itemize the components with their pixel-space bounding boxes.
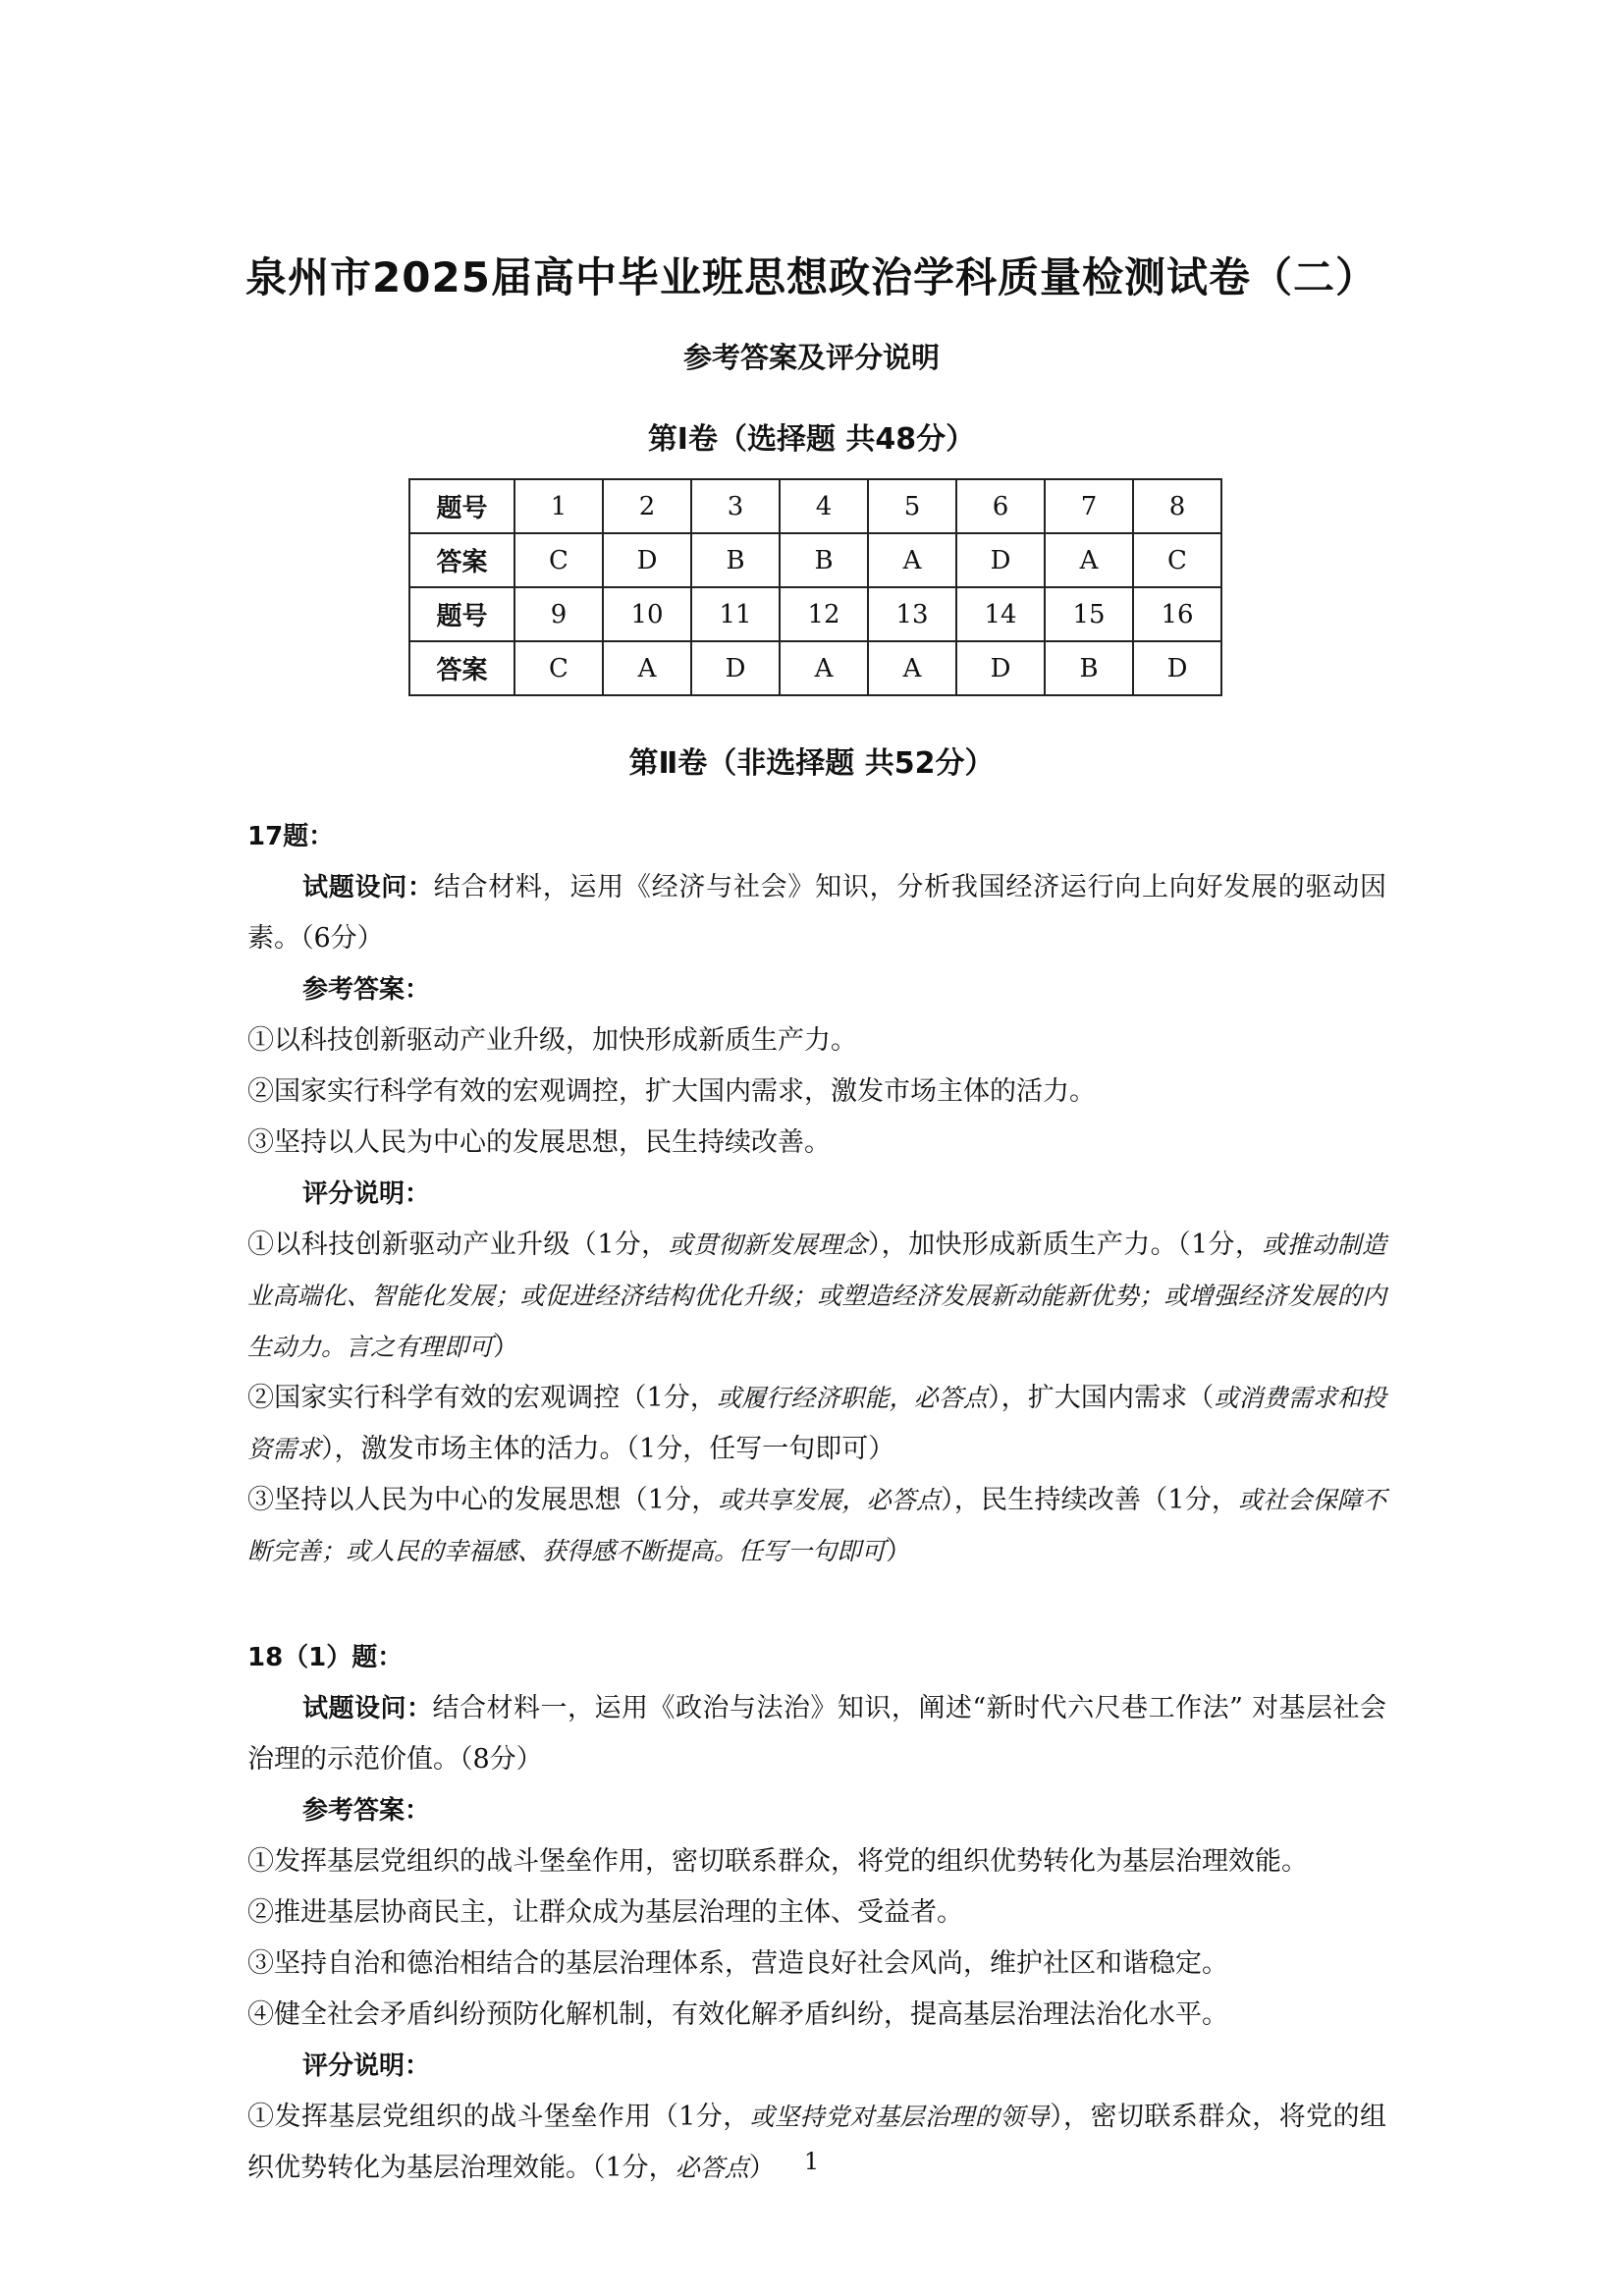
answer-table-cell: C (514, 641, 603, 695)
answer-table-body (409, 479, 1221, 695)
answer-table-cell: 13 (868, 587, 956, 641)
scoring-text: ①发挥基层党组织的战斗堡垒作用（1分， (247, 2102, 750, 2132)
answer-table-row (409, 533, 1221, 587)
answer-table-cell: B (780, 533, 868, 587)
scoring-text: ②国家实行科学有效的宏观调控（1分， (247, 1383, 717, 1413)
scoring-item (247, 1373, 1386, 1475)
answer-table-cell: C (514, 533, 603, 587)
scoring-note: 或消费需求和投资需求 (247, 1384, 1386, 1463)
question-label: 17题： (247, 822, 335, 851)
answer-label: 参考答案： (302, 1796, 431, 1826)
scoring-text: ①以科技创新驱动产业升级（1分， (247, 1230, 669, 1260)
question-label: 18（1）题： (247, 1643, 404, 1672)
answer-table-cell: D (603, 533, 691, 587)
answer-table-cell: C (1133, 533, 1221, 587)
answer-item: ②推进基层协商民主，让群众成为基层治理的主体、受益者。 (247, 1897, 963, 1928)
scoring-item (247, 1220, 1386, 1373)
scoring-item (247, 1475, 1386, 1577)
scoring-text: ③坚持以人民为中心的发展思想（1分， (247, 1485, 719, 1515)
scoring-text: ） (886, 1536, 913, 1566)
answer-table-cell: A (868, 641, 956, 695)
answer-table-cell: 10 (603, 587, 691, 641)
answer-table-cell: 4 (780, 479, 868, 533)
scoring-note: 必答点 (675, 2154, 749, 2182)
answer-item: ①以科技创新驱动产业升级，加快形成新质生产力。 (247, 1025, 857, 1056)
answer-item: ②国家实行科学有效的宏观调控，扩大国内需求，激发市场主体的活力。 (247, 1076, 1096, 1107)
answer-table-cell: B (1045, 641, 1133, 695)
scoring-note: 或贯彻新发展理念 (668, 1230, 868, 1259)
prompt-label: 试题设问： (302, 1694, 433, 1723)
answer-table-cell: A (868, 533, 956, 587)
answer-item: ③坚持以人民为中心的发展思想，民生持续改善。 (247, 1127, 831, 1158)
answer-table-cell: 9 (514, 587, 603, 641)
answer-table-cell: 14 (956, 587, 1045, 641)
question-prompt (247, 862, 1386, 964)
answer-table-row-header: 答案 (409, 533, 514, 587)
answer-table-cell: A (780, 641, 868, 695)
answer-item: ④健全社会矛盾纠纷预防化解机制，有效化解矛盾纠纷，提高基层治理法治化水平。 (247, 1999, 1228, 2030)
answer-table-cell: D (956, 641, 1045, 695)
scoring-text: ） (748, 2153, 776, 2183)
answer-table-cell: A (603, 641, 691, 695)
scoring-label: 评分说明： (302, 2051, 431, 2081)
prompt-label: 试题设问： (302, 873, 434, 902)
answer-item: ①发挥基层党组织的战斗堡垒作用，密切联系群众，将党的组织优势转化为基层治理效能。 (247, 1846, 1308, 1877)
answer-table-cell: 15 (1045, 587, 1133, 641)
answer-table-cell: 6 (956, 479, 1045, 533)
answer-table-cell: 7 (1045, 479, 1133, 533)
section-title-part2: 第Ⅱ卷（非选择题 共52分） (628, 746, 995, 781)
section-title-part1: 第Ⅰ卷（选择题 共48分） (647, 422, 976, 457)
answer-table-cell: 1 (514, 479, 603, 533)
page-title: 泉州市2025届高中毕业班思想政治学科质量检测试卷（二） (245, 253, 1378, 301)
answer-table-cell: B (691, 533, 780, 587)
scoring-text: ），民生持续改善（1分， (941, 1485, 1239, 1515)
answer-table-row (409, 587, 1221, 641)
answer-table-cell: 3 (691, 479, 780, 533)
answer-table-row-header: 答案 (409, 641, 514, 695)
scoring-item (247, 2092, 1386, 2194)
answer-table-cell: 11 (691, 587, 780, 641)
answer-item: ③坚持自治和德治相结合的基层治理体系，营造良好社会风尚，维护社区和谐稳定。 (247, 1948, 1228, 1979)
answer-table-row-header: 题号 (409, 587, 514, 641)
prompt-text: 结合材料，运用《经济与社会》知识，分析我国经济运行向上向好发展的驱动因素。（6分） (247, 872, 1386, 954)
answer-table-cell: D (956, 533, 1045, 587)
prompt-text: 结合材料一，运用《政治与法治》知识，阐述“新时代六尺巷工作法” 对基层社会治理的示范价值。（8分） (247, 1693, 1386, 1775)
page-subtitle: 参考答案及评分说明 (682, 341, 940, 374)
question-17 (247, 811, 1386, 1577)
answer-table-row (409, 641, 1221, 695)
scoring-text: ），密切联系群众，将党的组织优势转化为基层治理效能。（1分， (247, 2102, 1386, 2183)
answer-table-cell: D (691, 641, 780, 695)
answer-table-cell: 16 (1133, 587, 1221, 641)
scoring-note: 或推动制造业高端化、智能化发展；或促进经济结构优化升级；或塑造经济发展新动能新优势；或增强经济发展的内生动力。言之有理即可 (247, 1230, 1386, 1361)
answer-table-cell: 8 (1133, 479, 1221, 533)
answer-label: 参考答案： (302, 975, 431, 1005)
answer-table-cell: 2 (603, 479, 691, 533)
scoring-label: 评分说明： (302, 1179, 431, 1209)
scoring-text: ） (493, 1332, 520, 1362)
answer-table-cell: 12 (780, 587, 868, 641)
answer-table-cell: D (1133, 641, 1221, 695)
scoring-note: 或共享发展，必答点 (718, 1486, 942, 1514)
answer-table (408, 478, 1222, 696)
scoring-note: 或坚持党对基层治理的领导 (749, 2103, 1051, 2131)
answer-table-row-header: 题号 (409, 479, 514, 533)
answer-table-cell: 5 (868, 479, 956, 533)
answer-table-cell: A (1045, 533, 1133, 587)
scoring-note: 或社会保障不断完善；或人民的幸福感、获得感不断提高。任写一句即可 (247, 1486, 1386, 1565)
spacer (247, 1577, 1386, 1632)
scoring-text: ），加快形成新质生产力。（1分， (867, 1230, 1263, 1260)
scoring-note: 或履行经济职能，必答点 (716, 1384, 989, 1412)
scoring-text: ），激发市场主体的活力。（1分，任写一句即可） (321, 1434, 895, 1464)
question-prompt (247, 1683, 1386, 1785)
main-content (247, 811, 1386, 2194)
answer-table-row (409, 479, 1221, 533)
question-18-1 (247, 1632, 1386, 2194)
scoring-text: ），扩大国内需求（ (988, 1383, 1215, 1413)
page-number: 1 (803, 2148, 820, 2175)
